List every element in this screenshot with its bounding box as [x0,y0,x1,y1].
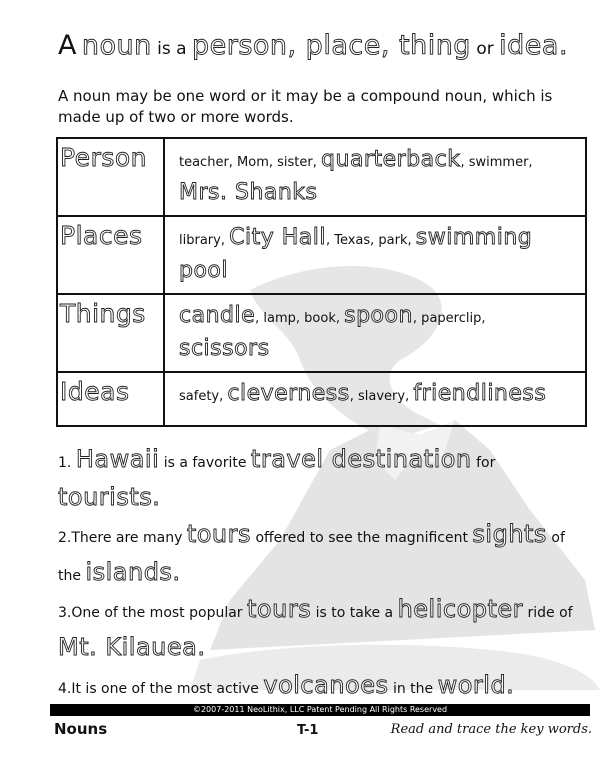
table-row [57,216,586,294]
table-row [57,138,586,216]
examples-cell [164,138,586,216]
example-text: , slavery, [349,389,414,404]
footer-topic: Nouns [54,720,108,738]
sentence-text: offered to see the magnificent [251,530,473,546]
example-text: safety, [179,389,228,404]
trace-word: scissors [179,336,270,361]
trace-word: quarterback [321,147,461,172]
sentence-text: 1. [58,455,76,471]
examples-cell [164,216,586,294]
sentence-text: 4.It is one of the most active [58,681,264,697]
trace-word: Hawaii [75,445,160,473]
title-or: or [476,39,494,59]
table-row [57,294,586,372]
sentence-text: is to take a [311,605,398,621]
title-idea: idea. [499,30,569,61]
page-title [58,30,568,61]
trace-word: Mrs. Shanks [179,180,318,205]
sentence-4 [58,668,586,706]
sentence-3 [58,592,586,668]
example-text: , swimmer, [460,155,533,170]
sentence-text: is a favorite [159,455,251,471]
title-person-place-thing: person, place, thing [191,30,471,61]
footer-instruction: Read and trace the key words. [390,722,592,737]
sentence-2 [58,517,586,593]
trace-word: Mt. Kilauea. [58,633,206,661]
sentence-text: ride of [523,605,573,621]
trace-word: cleverness [227,381,350,406]
sentence-text: 3.One of the most popular [58,605,248,621]
sentence-1 [58,442,586,518]
trace-word: sights [472,520,547,548]
trace-word: volcanoes [263,671,389,699]
category-cell: Ideas [57,372,164,426]
example-text: teacher, Mom, sister, [179,155,322,170]
sentence-text: of the [58,530,565,584]
examples-cell [164,372,586,426]
example-text: , lamp, book, [255,311,345,326]
example-text: , paperclip, [412,311,486,326]
examples-cell [164,294,586,372]
category-cell: Person [57,138,164,216]
trace-word: swimming pool [179,225,533,283]
category-cell: Things [57,294,164,372]
trace-word: travel destination [250,445,472,473]
trace-word: spoon [344,303,413,328]
sentence-text: 2.There are many [58,530,187,546]
trace-word: world. [437,671,515,699]
sentence-text: in the [388,681,438,697]
page-number: T-1 [297,723,319,738]
trace-word: City Hall [229,225,326,250]
example-text: , Texas, park, [325,233,416,248]
trace-word: tourists. [58,483,161,511]
trace-word: helicopter [397,595,524,623]
example-text: library, [179,233,230,248]
title-is-a: is a [157,39,187,59]
title-a: A [58,30,77,61]
copyright-bar: ©2007-2011 NeoLithix, LLC Patent Pending All Rights Reserved [50,704,590,716]
trace-word: friendliness [413,381,547,406]
noun-table [56,137,587,427]
trace-word: tours [186,520,252,548]
title-noun: noun [81,30,152,61]
category-cell: Places [57,216,164,294]
trace-word: islands. [85,558,181,586]
trace-word: tours [247,595,312,623]
table-row [57,372,586,426]
intro-text: A noun may be one word or it may be a compound noun, which is made up of two or more words. [58,87,553,126]
trace-word: candle [179,303,256,328]
sentence-text: for [471,455,496,471]
